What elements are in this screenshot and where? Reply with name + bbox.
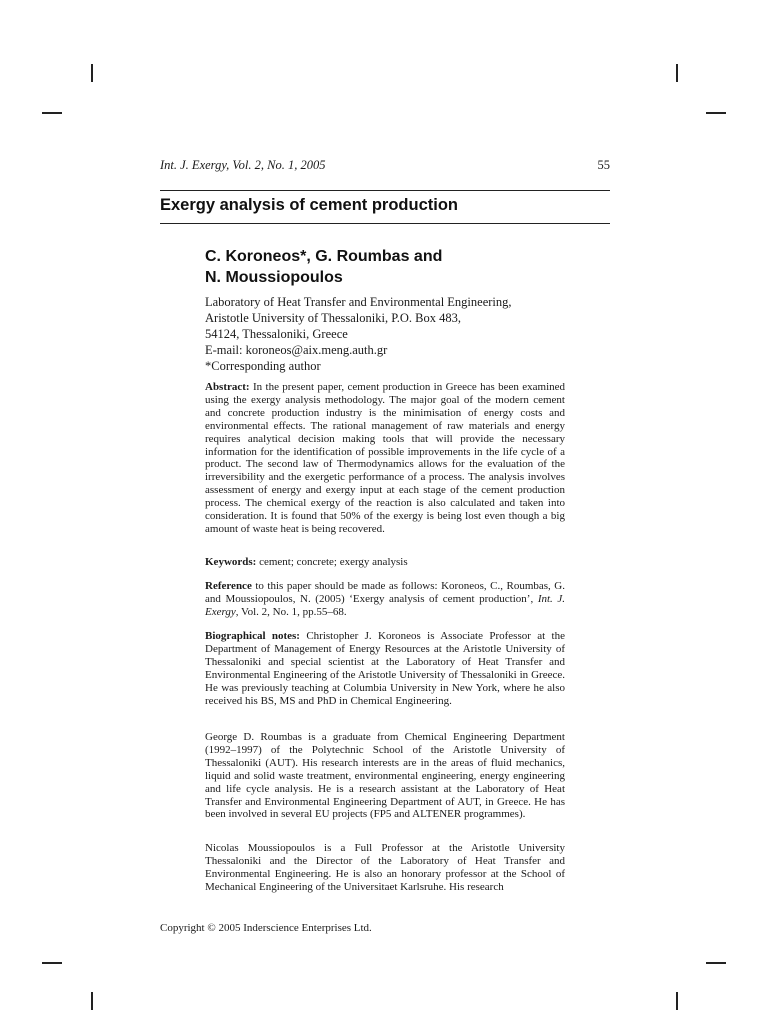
reference bbox=[205, 580, 565, 619]
reference-label: Reference bbox=[205, 580, 252, 592]
crop-mark-top-left bbox=[42, 112, 62, 114]
affiliation-line: Laboratory of Heat Transfer and Environmental Engineering, bbox=[205, 295, 512, 309]
page-number: 55 bbox=[597, 158, 610, 172]
bio-label: Biographical notes: bbox=[205, 630, 300, 642]
author-list bbox=[205, 246, 545, 288]
affiliation-email[interactable]: E-mail: koroneos@aix.meng.auth.gr bbox=[205, 343, 388, 357]
abstract-label: Abstract: bbox=[205, 381, 250, 393]
title-rule bbox=[160, 223, 610, 224]
affiliation bbox=[205, 294, 565, 374]
abstract-text: In the present paper, cement production in Greece has been examined using the exergy analysis methodology. The major goal of the modern cement and concrete production industry is the minimisation of energy costs and environmental effects. The rational management of raw materials and energy requires analytical decision making tools that will provide the necessary information for the identification of possible improvements in the life cycle of a product. The second law of Thermodynamics allows for the evaluation of the irreversibility and the exergetic performance of a process. The analysis involves assessment of energy and exergy input at each stage of the cement production process. The chemical exergy of the reaction is also calculated and taken into consideration. It is found that 50% of the exergy is being lost even though a big amount of waste heat is being recovered. bbox=[205, 381, 566, 535]
affiliation-line: Aristotle University of Thessaloniki, P.O. Box 483, bbox=[205, 311, 462, 325]
affiliation-line: 54124, Thessaloniki, Greece bbox=[205, 327, 348, 341]
header-rule bbox=[160, 190, 610, 191]
bio-moussiopoulos: Nicolas Moussiopoulos is a Full Professor at the Aristotle University Thessaloniki and the Director of the Laboratory of Heat Transfer and Environmental Engineering. He is also an honorary professor at the School of Mechanical Engineering of the Universitaet Karlsruhe. His research bbox=[205, 842, 565, 893]
crop-mark-top-left bbox=[91, 64, 93, 82]
bio-roumbas: George D. Roumbas is a graduate from Chemical Engineering Department (1992–1997) of the Polytechnic School of the Aristotle University of Thessaloniki (AUT). His research interests are in the areas of fluid mechanics, liquid and solid waste treatment, environmental engineering, energy engineering and life cycle analysis. He is a research assistant at the Laboratory of Heat Transfer and Environmental Engineering Department of AUT, in Greece. He has been involved in several EU projects (FP5 and ALTENER programmes). bbox=[205, 731, 565, 821]
copyright-notice: Copyright © 2005 Inderscience Enterprises Ltd. bbox=[160, 922, 372, 934]
keywords bbox=[205, 556, 565, 569]
paper-title: Exergy analysis of cement production bbox=[160, 196, 458, 214]
reference-text: to this paper should be made as follows: Koroneos, C., Roumbas, G. and Moussiopoulos, N. (2005) ‘Exergy analysis of cement production’, bbox=[205, 580, 565, 605]
crop-mark-top-right bbox=[676, 64, 678, 82]
crop-mark-bottom-right bbox=[706, 962, 726, 964]
crop-mark-bottom-left bbox=[91, 992, 93, 1010]
bio-text: Christopher J. Koroneos is Associate Professor at the Department of Management of Energy Resources at the Aristotle University of Thessaloniki and special scientist at the Laboratory of Heat Transfer and Environmental Engineering of the Aristotle University of Thessaloniki in Greece. He was previously teaching at Columbia University in New York, where he also received his BS, MS and PhD in Chemical Engineering. bbox=[205, 630, 565, 707]
author-line: C. Koroneos*, G. Roumbas and bbox=[205, 248, 443, 265]
bio-koroneos bbox=[205, 630, 565, 707]
reference-journal: Int. J. Exergy bbox=[205, 592, 565, 618]
keywords-text: cement; concrete; exergy analysis bbox=[259, 556, 408, 568]
author-line: N. Moussiopoulos bbox=[205, 269, 343, 286]
keywords-label: Keywords: bbox=[205, 556, 257, 568]
running-header bbox=[160, 158, 610, 173]
journal-citation: Int. J. Exergy, Vol. 2, No. 1, 2005 bbox=[160, 158, 326, 172]
reference-text-post: , Vol. 2, No. 1, pp.55–68. bbox=[235, 605, 347, 618]
corresponding-author-note: *Corresponding author bbox=[205, 359, 321, 373]
crop-mark-bottom-left bbox=[42, 962, 62, 964]
crop-mark-top-right bbox=[706, 112, 726, 114]
abstract bbox=[205, 381, 565, 536]
crop-mark-bottom-right bbox=[676, 992, 678, 1010]
